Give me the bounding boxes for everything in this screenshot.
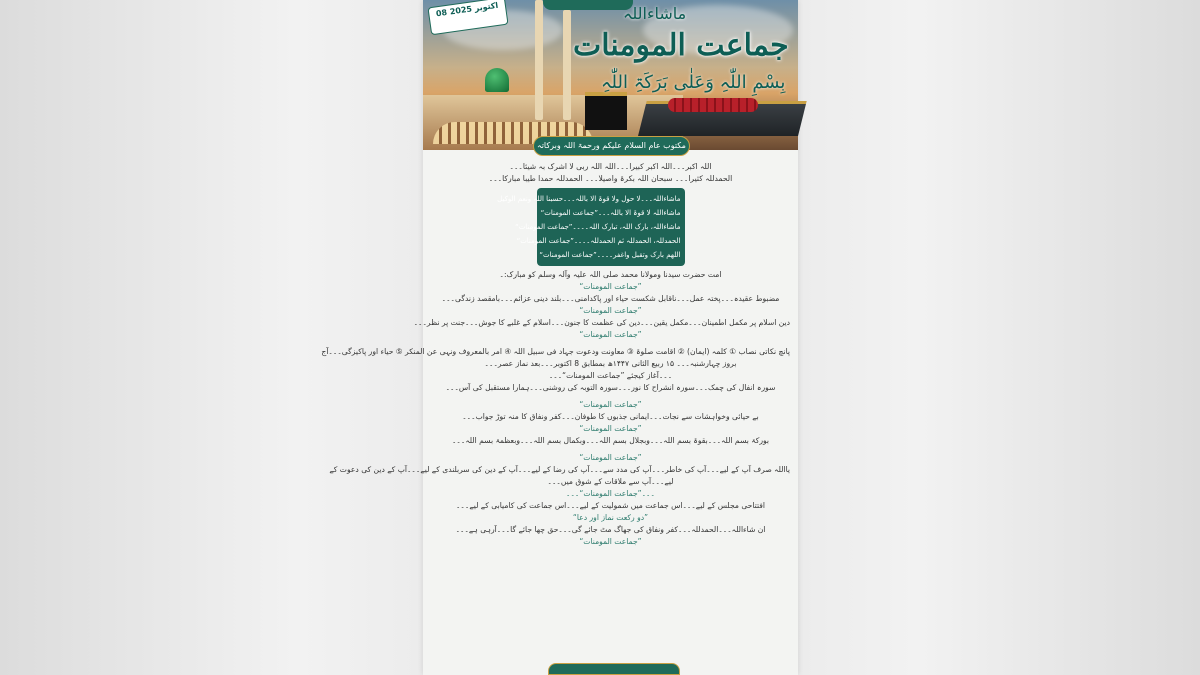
- kaaba-icon: [585, 92, 627, 130]
- text-line: اللہ اکبر۔۔۔اللہ اکبر کبیرا۔۔۔اللہ اللہ ربی لا اشرک بہ شیئا۔۔۔: [509, 162, 712, 171]
- box-line: اللھم بارک وتقبل واغفر۔۔۔۔”جماعت المومنات“: [539, 251, 681, 259]
- text-line: پانچ نکاتی نصاب ① کلمہ (ایمان) ② اقامت صلوۃ ③ معاونت ودعوت جہاد فی سبیل اللہ ④ امر بالمعروف ونہی عن المنکر ⑤ حیاء اور پاکیزگی۔۔۔آج: [321, 347, 790, 356]
- top-chip: [543, 0, 633, 10]
- text-line: یااللہ صرف آپ کے لیے۔۔۔آپ کی خاطر۔۔۔آپ کی مدد سے۔۔۔آپ کی رضا کے لیے۔۔۔آپ کے دین کی سربلندی کے لیے۔۔۔آپ کے دین کی دعوت کے: [329, 465, 790, 474]
- banner-top-text: ماشاءاللہ: [623, 4, 687, 23]
- highlight-line: ”جماعت المومنات“: [579, 453, 642, 462]
- highlight-line: ”جماعت المومنات“: [579, 330, 642, 339]
- banner-subtitle: بِسْمِ اللّٰہِ وَعَلٰی بَرَکَۃِ اللّٰہِ: [601, 72, 786, 93]
- text-line: دین اسلام پر مکمل اطمینان۔۔۔مکمل یقین۔۔۔دین کی عظمت کا جنون۔۔۔اسلام کے غلبے کا جوش۔۔۔جنت پر نظر۔۔۔: [413, 318, 790, 327]
- text-line: سورہ انفال کی چمک۔۔۔سورہ انشراح کا نور۔۔۔سورہ التوبہ کی روشنی۔۔۔ہمارا مستقبل کی آس۔۔۔: [445, 383, 776, 392]
- highlight-box: [497, 188, 685, 266]
- box-line: ماشاءاللہ، بارک اللہ، تبارک اللہ۔۔۔۔”جماعت المومنات“: [515, 223, 681, 231]
- box-line: ماشاءاللہ لا قوۃ الا باللہ۔۔۔”جماعت المومنات“: [540, 209, 681, 217]
- highlight-line: ۔۔۔”جماعت المومنات“۔۔۔: [566, 489, 655, 498]
- footer-ribbon: [548, 663, 680, 675]
- greeting-ribbon: مکتوب عام السلام علیکم ورحمۃ اللہ وبرکاتہ: [533, 136, 690, 156]
- text-line: ان شاءاللہ۔۔۔الحمدللہ۔۔۔کفر ونفاق کی جھاگ مٹ جائے گی۔۔۔حق چھا جائے گا۔۔۔آرہی ہے۔۔۔: [455, 525, 766, 534]
- text-line: امت حضرت سیدنا ومولانا محمد صلی اللہ علیہ وآلہ وسلم کو مبارک:۔: [499, 270, 722, 279]
- highlight-line: ”دو رکعت نماز اور دعا“: [572, 513, 649, 522]
- text-line: ۔۔۔آغاز کیجئے ”جماعت المومنات“۔۔۔: [548, 371, 673, 380]
- box-line: الحمدللہ، الحمدللہ ثم الحمدللہ۔۔۔۔”جماعت المومنات“: [516, 237, 681, 245]
- text-line: افتتاحی مجلس کے لیے۔۔۔اس جماعت میں شمولیت کے لیے۔۔۔اس جماعت کی کامیابی کے لیے۔۔۔: [455, 501, 765, 510]
- text-line: لیے۔۔۔آپ سے ملاقات کے شوق میں۔۔۔: [547, 477, 674, 486]
- highlight-line: ”جماعت المومنات“: [579, 537, 642, 546]
- text-line: الحمدللہ کثیرا۔۔۔ سبحان اللہ بکرۃ واصیلا۔۔۔ الحمدللہ حمدا طیبا مبارکا۔۔۔: [488, 174, 733, 183]
- text-line: مضبوط عقیدہ۔۔۔پختہ عمل۔۔۔ناقابل شکست حیاء اور پاکدامنی۔۔۔بلند دینی عزائم۔۔۔بامقصد زندگی۔۔۔: [441, 294, 780, 303]
- text-line: بے حیائی وخواہشات سے نجات۔۔۔ایمانی جذبوں کا طوفان۔۔۔کفر ونفاق کا منہ توڑ جواب۔۔۔: [462, 412, 759, 421]
- prayer-beads-icon: [668, 98, 758, 112]
- highlight-line: ”جماعت المومنات“: [579, 306, 642, 315]
- text-line: بورکۃ بسم اللہ۔۔۔بقوۃ بسم اللہ۔۔۔وبجلال بسم اللہ۔۔۔وبکمال بسم اللہ۔۔۔وبعظمۃ بسم اللہ۔۔۔: [451, 436, 770, 445]
- highlight-line: ”جماعت المومنات“: [579, 282, 642, 291]
- background-left: [0, 0, 423, 675]
- body-text: [321, 156, 798, 675]
- highlight-line: ”جماعت المومنات“: [579, 400, 642, 409]
- background-right: [798, 0, 1200, 675]
- box-line: ماشاءاللہ۔۔۔لا حول ولا قوۃ الا باللہ۔۔۔حسبنا اللہ ونعم الوکیل: [497, 195, 681, 203]
- poster-image: [321, 0, 798, 675]
- body-lines: [321, 269, 798, 548]
- text-line: بروز چہارشنبہ۔۔۔ ۱۵ ربیع الثانی ۱۴۴۷ھ بمطابق 8 اکتوبر۔۔۔بعد نماز عصر۔۔۔: [484, 359, 737, 368]
- header-banner: [423, 0, 798, 150]
- date-text: 08 اکتوبر 2025: [435, 0, 499, 19]
- banner-title: جماعت المومنات: [573, 28, 789, 63]
- green-dome-icon: [485, 68, 509, 92]
- highlight-line: ”جماعت المومنات“: [579, 424, 642, 433]
